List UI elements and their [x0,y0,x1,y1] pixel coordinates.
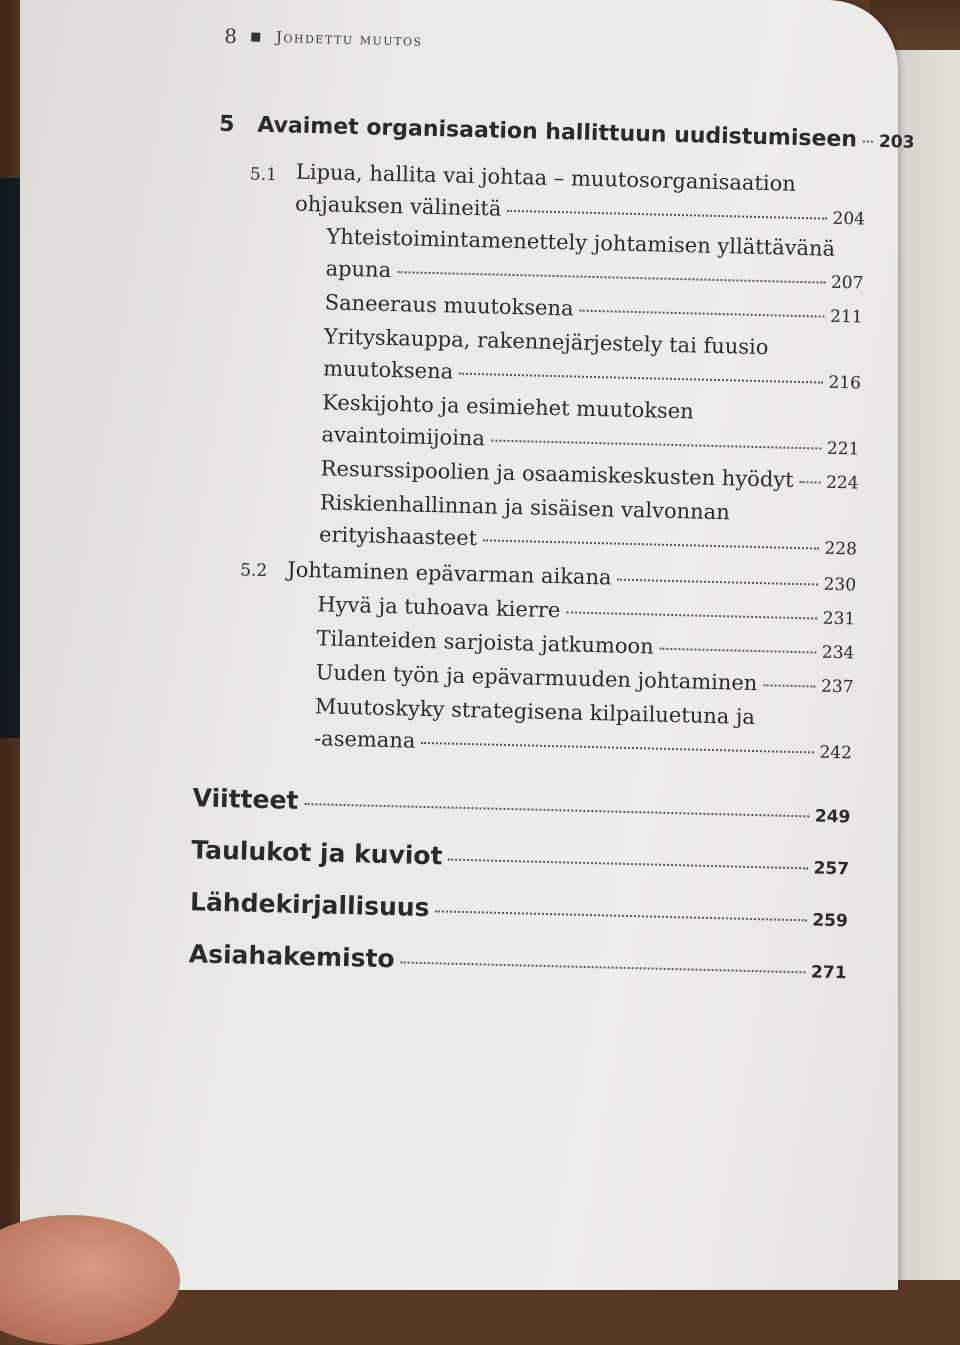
running-header [224,24,423,53]
page-ref: 228 [824,538,858,560]
subsection-title: muutoksena [322,356,454,384]
section-number: 5.2 [239,560,268,582]
leader-dots [483,539,818,549]
page-ref: 237 [820,676,854,698]
subsection-title: avaintoimijoina [321,422,486,451]
page-ref: 211 [829,306,863,328]
subsection-title-line: Keskijohto ja esimiehet muutoksen [322,390,694,424]
leader-dots [579,310,824,318]
page-ref: 224 [825,472,859,494]
page-number: 8 [223,23,238,49]
page-ref: 249 [814,806,851,828]
leader-dots [566,611,816,619]
leader-dots [448,859,807,870]
toc-subsection[interactable] [324,290,862,327]
subsection-title-line: Riskienhallinnan ja sisäisen valvonnan [319,490,731,525]
leader-dots [459,373,822,384]
page-ref: 271 [810,962,847,984]
toc-subsection[interactable] [315,660,853,697]
subsection-title: apuna [325,256,392,283]
page-ref: 242 [819,742,853,764]
toc-back-matter[interactable] [191,835,850,880]
subsection-title: erityishaasteet [318,522,478,551]
leader-dots [421,742,813,754]
leader-dots [435,910,806,921]
page-ref: 207 [830,272,864,294]
toc-section[interactable] [240,556,856,595]
subsection-title: Resurssipoolien ja osaamiskeskusten hyödyt [320,456,794,492]
back-matter-title: Asiahakemisto [188,939,395,974]
page-ref: 203 [878,131,915,153]
leader-dots [660,648,816,654]
subsection-title: Hyvä ja tuhoava kierre [317,592,561,623]
page-ref: 234 [821,642,855,664]
leader-dots [401,961,806,973]
book-page [20,0,915,1290]
subsection-title-line: Yrityskauppa, rakennejärjestely tai fuusio [323,324,769,360]
page-ref: 204 [832,208,866,230]
toc-subsection[interactable] [319,522,857,559]
leader-dots [491,439,821,449]
leader-dots [863,140,873,142]
chapter-number: 5 [218,111,235,138]
subsection-title-line: Yhteistoimintamenettely johtamisen yllättävänä [326,224,836,261]
toc-subsection[interactable] [320,456,858,493]
page-ref: 259 [812,910,849,932]
running-title: Johdettu muutos [275,28,423,50]
toc-back-matter[interactable] [192,783,851,828]
toc-subsection[interactable] [325,256,863,293]
toc-subsection[interactable] [323,356,861,393]
leader-dots [763,684,815,687]
back-matter-title: Taulukot ja kuviot [191,835,443,871]
back-matter-title: Viitteet [192,783,299,815]
page-ref: 231 [822,608,856,630]
subsection-title: Saneeraus muutoksena [324,290,574,321]
toc-subsection[interactable] [317,592,855,629]
toc-back-matter[interactable] [190,887,849,932]
page-ref: 257 [813,858,850,880]
leader-dots [304,803,809,817]
chapter-title: Avaimet organisaation hallittuun uudistumiseen [257,112,858,153]
subsection-title: -asemana [313,726,416,753]
leader-dots [507,210,826,220]
toc-subsection[interactable] [316,626,854,663]
page-ref: 216 [828,372,862,394]
square-bullet-icon [251,32,260,41]
toc-back-matter[interactable] [188,939,847,984]
page-ref: 221 [826,438,860,460]
back-matter-title: Lähdekirjallisuus [189,887,430,923]
toc-section[interactable] [295,192,865,230]
toc-subsection[interactable] [321,422,859,459]
subsection-title-line: Muutoskyky strategisena kilpailuetuna ja [314,694,756,730]
leader-dots [800,481,821,484]
subsection-title: Tilanteiden sarjoista jatkumoon [316,626,654,659]
section-title: ohjauksen välineitä [294,191,502,221]
page-ref: 230 [823,574,857,596]
section-number: 5.1 [249,164,278,186]
leader-dots [617,579,817,586]
toc-content [1,0,915,1290]
section-title: Johtaminen epävarman aikana [287,557,612,590]
section-title-line: Lipua, hallita vai johtaa – muutosorganisaation [295,159,797,196]
subsection-title: Uuden työn ja epävarmuuden johtaminen [315,660,758,696]
toc-chapter[interactable] [218,111,915,153]
leader-dots [397,271,825,283]
toc-subsection[interactable] [314,726,852,763]
